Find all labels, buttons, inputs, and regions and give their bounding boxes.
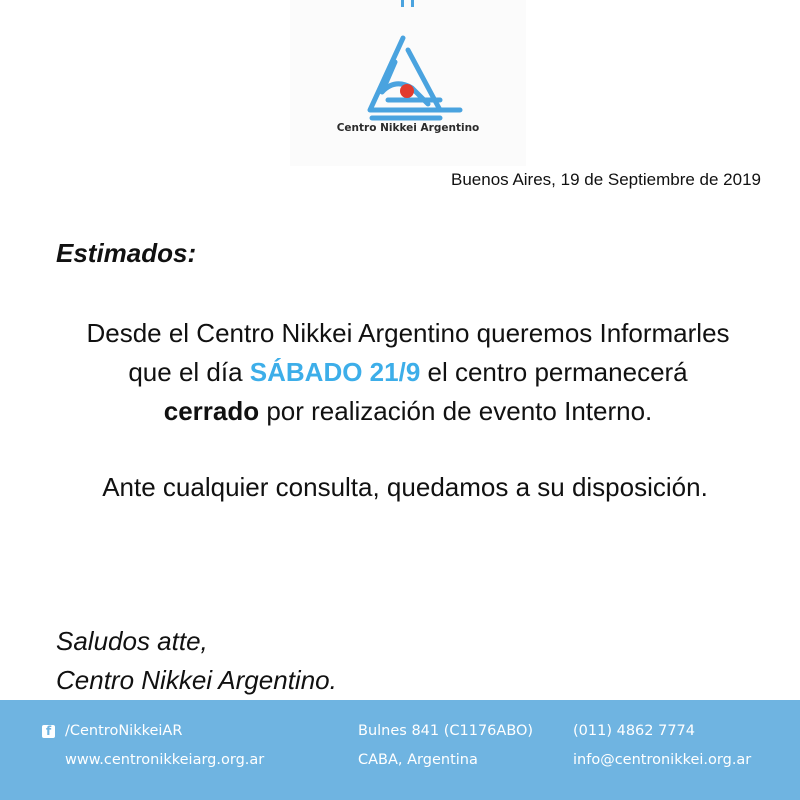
facebook-icon: f xyxy=(42,725,55,738)
body-line-2-pre: que el día xyxy=(128,357,250,387)
salutation: Estimados: xyxy=(56,238,197,268)
body-line-2-post: el centro permanecerá xyxy=(420,357,688,387)
website-link[interactable]: www.centronikkeiarg.org.ar xyxy=(65,752,265,768)
body-paragraph xyxy=(40,314,776,431)
closed-word: cerrado xyxy=(163,396,260,426)
address-line-2: CABA, Argentina xyxy=(358,752,478,768)
body-line-3-post: por realización de evento Interno. xyxy=(259,396,653,426)
contact-sentence: Ante cualquier consulta, quedamos a su disposición. xyxy=(102,472,708,502)
phone-number: (011) 4862 7774 xyxy=(573,723,696,739)
body-line-2 xyxy=(40,353,776,392)
logo xyxy=(290,0,526,166)
closing-signature: Centro Nikkei Argentino. xyxy=(56,665,337,695)
email-link[interactable]: info@centronikkei.org.ar xyxy=(573,752,752,768)
body-line-1: Desde el Centro Nikkei Argentino queremos Informarles xyxy=(86,318,730,348)
closing-date-highlight: SÁBADO 21/9 xyxy=(249,357,421,387)
footer xyxy=(0,700,800,800)
closing-line-1: Saludos atte, xyxy=(56,626,208,656)
date-line: Buenos Aires, 19 de Septiembre de 2019 xyxy=(451,170,761,189)
facebook-handle[interactable]: /CentroNikkeiAR xyxy=(65,723,183,739)
logo-emblem xyxy=(290,0,526,166)
logo-name: Centro Nikkei Argentino xyxy=(336,122,480,134)
closing xyxy=(56,622,337,700)
address-line-1: Bulnes 841 (C1176ABO) xyxy=(358,723,534,739)
body-line-3 xyxy=(40,392,776,431)
